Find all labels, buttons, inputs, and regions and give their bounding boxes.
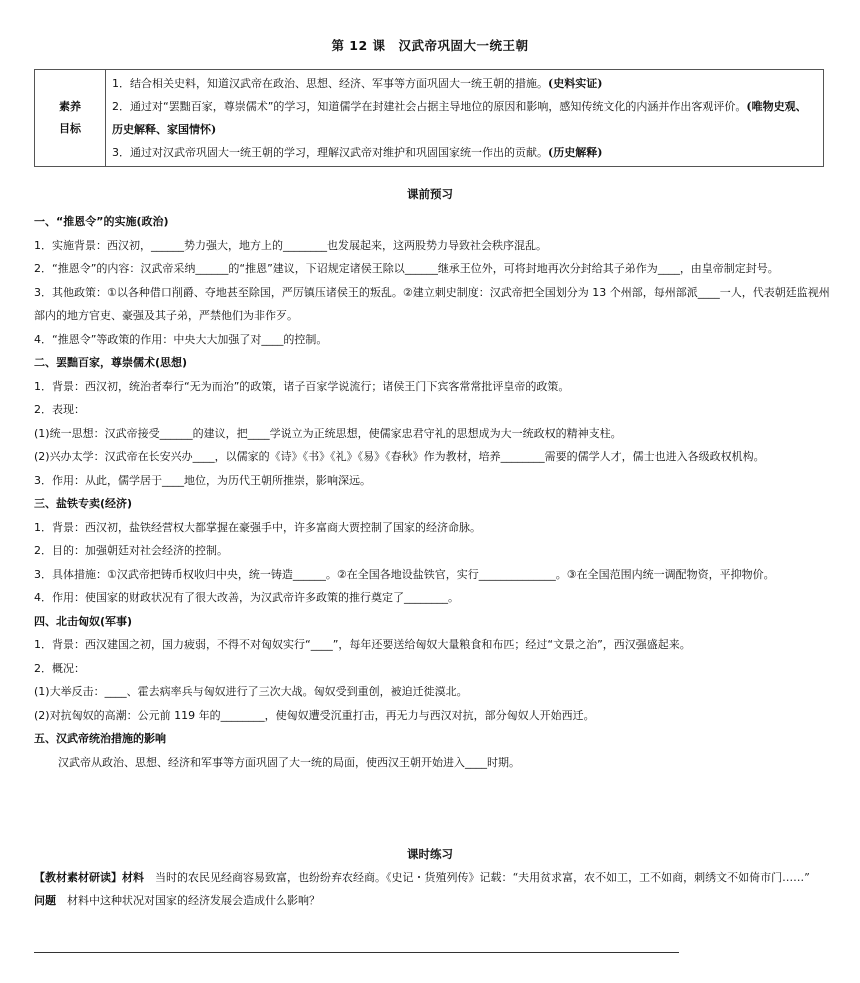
line-text: 。②在全国各地设盐铁官，实行 <box>325 567 479 581</box>
material-paragraph <box>34 866 830 889</box>
section-line <box>34 422 830 446</box>
question-label: 问题 <box>34 894 56 907</box>
fill-in-blank[interactable]: ______ <box>195 262 229 275</box>
fill-in-blank[interactable]: ____ <box>697 285 720 299</box>
fill-in-blank[interactable]: ________ <box>283 238 327 252</box>
fill-in-blank[interactable]: ______ <box>292 567 326 581</box>
preview-content <box>34 210 830 774</box>
section-line <box>34 257 830 281</box>
fill-in-blank[interactable]: ________ <box>220 708 265 722</box>
goal-text: 3．通过对汉武帝巩固大一统王朝的学习，理解汉武帝对维护和巩固国家统一作出的贡献。 <box>112 146 548 159</box>
line-text: 。 <box>448 591 459 604</box>
line-text: 。③在全国范围内统一调配物资，平抑物价。 <box>555 567 775 581</box>
line-text: 2．表现： <box>34 403 85 416</box>
section-line <box>34 563 830 587</box>
line-text: 3．作用：从此，儒学居于 <box>34 473 162 487</box>
line-text: (1)大举反击： <box>34 685 105 698</box>
lesson-title: 第 12 课 汉武帝巩固大一统王朝 <box>331 38 529 53</box>
line-text: 也发展起来，这两股势力导致社会秩序混乱。 <box>327 238 547 252</box>
line-text: ”，每年还要送给匈奴大量粮食和布匹；经过“文景之治”，西汉强盛起来。 <box>332 638 691 651</box>
section-line <box>34 469 830 493</box>
goal-tag: (历史解释) <box>548 146 603 159</box>
line-text: 2．“推恩令”的内容：汉武帝采纳 <box>34 262 196 275</box>
section-line <box>34 680 830 704</box>
fill-in-blank[interactable]: ________ <box>404 591 448 604</box>
section-line <box>34 445 830 469</box>
line-text: 1．实施背景：西汉初， <box>34 238 151 252</box>
line-text: 的“推恩”建议，下诏规定诸侯王除以 <box>228 262 405 275</box>
section-title: 一、“推恩令”的实施(政治) <box>34 215 169 228</box>
section-line <box>34 657 830 681</box>
line-text: 4．作用：使国家的财政状况有了很大改善，为汉武帝许多政策的推行奠定了 <box>34 591 404 604</box>
fill-in-blank[interactable]: ____ <box>162 473 184 487</box>
line-text: 的建议，把 <box>192 426 248 440</box>
section-line <box>34 328 830 352</box>
line-text: 时期。 <box>487 755 520 769</box>
section-line <box>34 751 830 775</box>
preview-heading: 课前预习 <box>407 187 453 201</box>
goal-text: 2．通过对“罢黜百家，尊崇儒术”的学习，知道儒学在封建社会占据主导地位的原因和影响，感知传统文化的内涵并作出客观评价。 <box>112 100 747 113</box>
line-text: 继承王位外，可将封地再次分封给其子弟作为 <box>437 262 658 275</box>
line-text: ，由皇帝制定封号。 <box>679 262 779 275</box>
fill-in-blank[interactable]: ____ <box>104 685 127 698</box>
line-text: 地位，为历代王朝所推崇，影响深远。 <box>184 473 371 487</box>
line-text: 需要的儒学人才，儒士也进入各级政权机构。 <box>544 450 765 463</box>
line-text: 2．目的：加强朝廷对社会经济的控制。 <box>34 544 228 557</box>
section-line <box>34 586 830 610</box>
line-text: 势力强大，地方上的 <box>184 238 283 252</box>
section-line <box>34 234 830 258</box>
question-paragraph <box>34 889 830 912</box>
line-text: 学说立为正统思想，使儒家忠君守礼的思想成为大一统政权的精神支柱。 <box>269 426 622 440</box>
line-text: 2．概况： <box>34 661 85 675</box>
section-line <box>34 633 830 657</box>
practice-content <box>34 866 830 912</box>
fill-in-blank[interactable]: ____ <box>657 262 680 275</box>
line-text: 、霍去病率兵与匈奴进行了三次大战。匈奴受到重创，被迫迁徙漠北。 <box>126 685 468 698</box>
goal-item <box>112 141 817 164</box>
line-text: ，使匈奴遭受沉重打击，再无力与西汉对抗，部分匈奴人开始西迁。 <box>264 708 595 722</box>
section-line <box>34 704 830 728</box>
fill-in-blank[interactable]: ________ <box>500 450 545 463</box>
goals-items-cell <box>106 70 824 167</box>
section-line <box>34 375 830 399</box>
fill-in-blank[interactable]: ______ <box>159 426 193 440</box>
goals-label-line2: 目标 <box>59 122 81 135</box>
section-title: 二、罢黜百家，尊崇儒术(思想) <box>34 356 188 369</box>
line-text: 1．背景：西汉初，统治者奉行“无为而治”的政策，诸子百家学说流行；诸侯王门下宾客常常批评皇帝的政策。 <box>34 379 570 393</box>
goal-tag: (史料实证) <box>548 77 603 90</box>
line-text: (2)对抗匈奴的高潮：公元前 119 年的 <box>34 708 221 722</box>
line-text: (2)兴办太学：汉武帝在长安兴办 <box>34 450 193 463</box>
fill-in-blank[interactable]: ____ <box>261 332 284 346</box>
goals-label-cell <box>35 70 106 167</box>
fill-in-blank[interactable]: ______________ <box>478 567 556 581</box>
question-text: 材料中这种状况对国家的经济发展会造成什么影响？ <box>56 894 320 907</box>
line-text: 1．背景：西汉初，盐铁经营权大都掌握在豪强手中，许多富商大贾控制了国家的经济命脉。 <box>34 520 481 534</box>
section-title: 四、北击匈奴(军事) <box>34 614 133 628</box>
line-text: 3．具体措施：①汉武帝把铸币权收归中央，统一铸造 <box>34 567 293 581</box>
fill-in-blank[interactable]: ____ <box>192 450 215 463</box>
goal-item <box>112 95 817 141</box>
section-line <box>34 398 830 422</box>
fill-in-blank[interactable]: ____ <box>247 426 270 440</box>
goal-text: 1．结合相关史料，知道汉武帝在政治、思想、经济、军事等方面巩固大一统王朝的措施。 <box>112 77 548 90</box>
section-line <box>34 281 830 328</box>
material-label: 【教材素材研读】材料 <box>34 871 144 884</box>
line-text: 一人，代表朝廷监视州部内的地方官吏、豪强及其子弟，严禁他们为非作歹。 <box>34 285 830 322</box>
section-title: 五、汉武帝统治措施的影响 <box>34 732 166 745</box>
line-text: 的控制。 <box>283 332 328 346</box>
goals-label-line1: 素养 <box>59 100 81 113</box>
fill-in-blank[interactable]: ______ <box>151 238 184 252</box>
section-line <box>34 539 830 563</box>
line-text: 汉武帝从政治、思想、经济和军事等方面巩固了大一统的局面，使西汉王朝开始进入 <box>58 755 465 769</box>
line-text: (1)统一思想：汉武帝接受 <box>34 426 160 440</box>
literacy-goals-table <box>34 69 824 167</box>
material-text: 当时的农民见经商容易致富，也纷纷弃农经商。《史记・货殖列传》记载：“夫用贫求富，农不如工，工不如商，刺绣文不如倚市门……” <box>144 871 810 884</box>
fill-in-blank[interactable]: ____ <box>465 755 487 769</box>
fill-in-blank[interactable]: ____ <box>310 638 333 651</box>
goal-item <box>112 72 817 95</box>
practice-heading: 课时练习 <box>407 847 453 861</box>
fill-in-blank[interactable]: ______ <box>404 262 438 275</box>
answer-line[interactable] <box>34 952 679 953</box>
line-text: 3．其他政策：①以各种借口削爵、夺地甚至除国，严厉镇压诸侯王的叛乱。②建立刺史制度：汉武帝把全国划分为 13 个州部，每州部派 <box>34 285 698 299</box>
line-text: ，以儒家的《诗》《书》《礼》《易》《春秋》作为教材，培养 <box>214 450 501 463</box>
section-title: 三、盐铁专卖(经济) <box>34 497 133 510</box>
line-text: 4．“推恩令”等政策的作用：中央大大加强了对 <box>34 332 262 346</box>
section-line <box>34 516 830 540</box>
line-text: 1．背景：西汉建国之初，国力疲弱，不得不对匈奴实行“ <box>34 638 311 651</box>
goal-tag: (唯物史观、历史解释、家国情怀) <box>112 100 807 136</box>
